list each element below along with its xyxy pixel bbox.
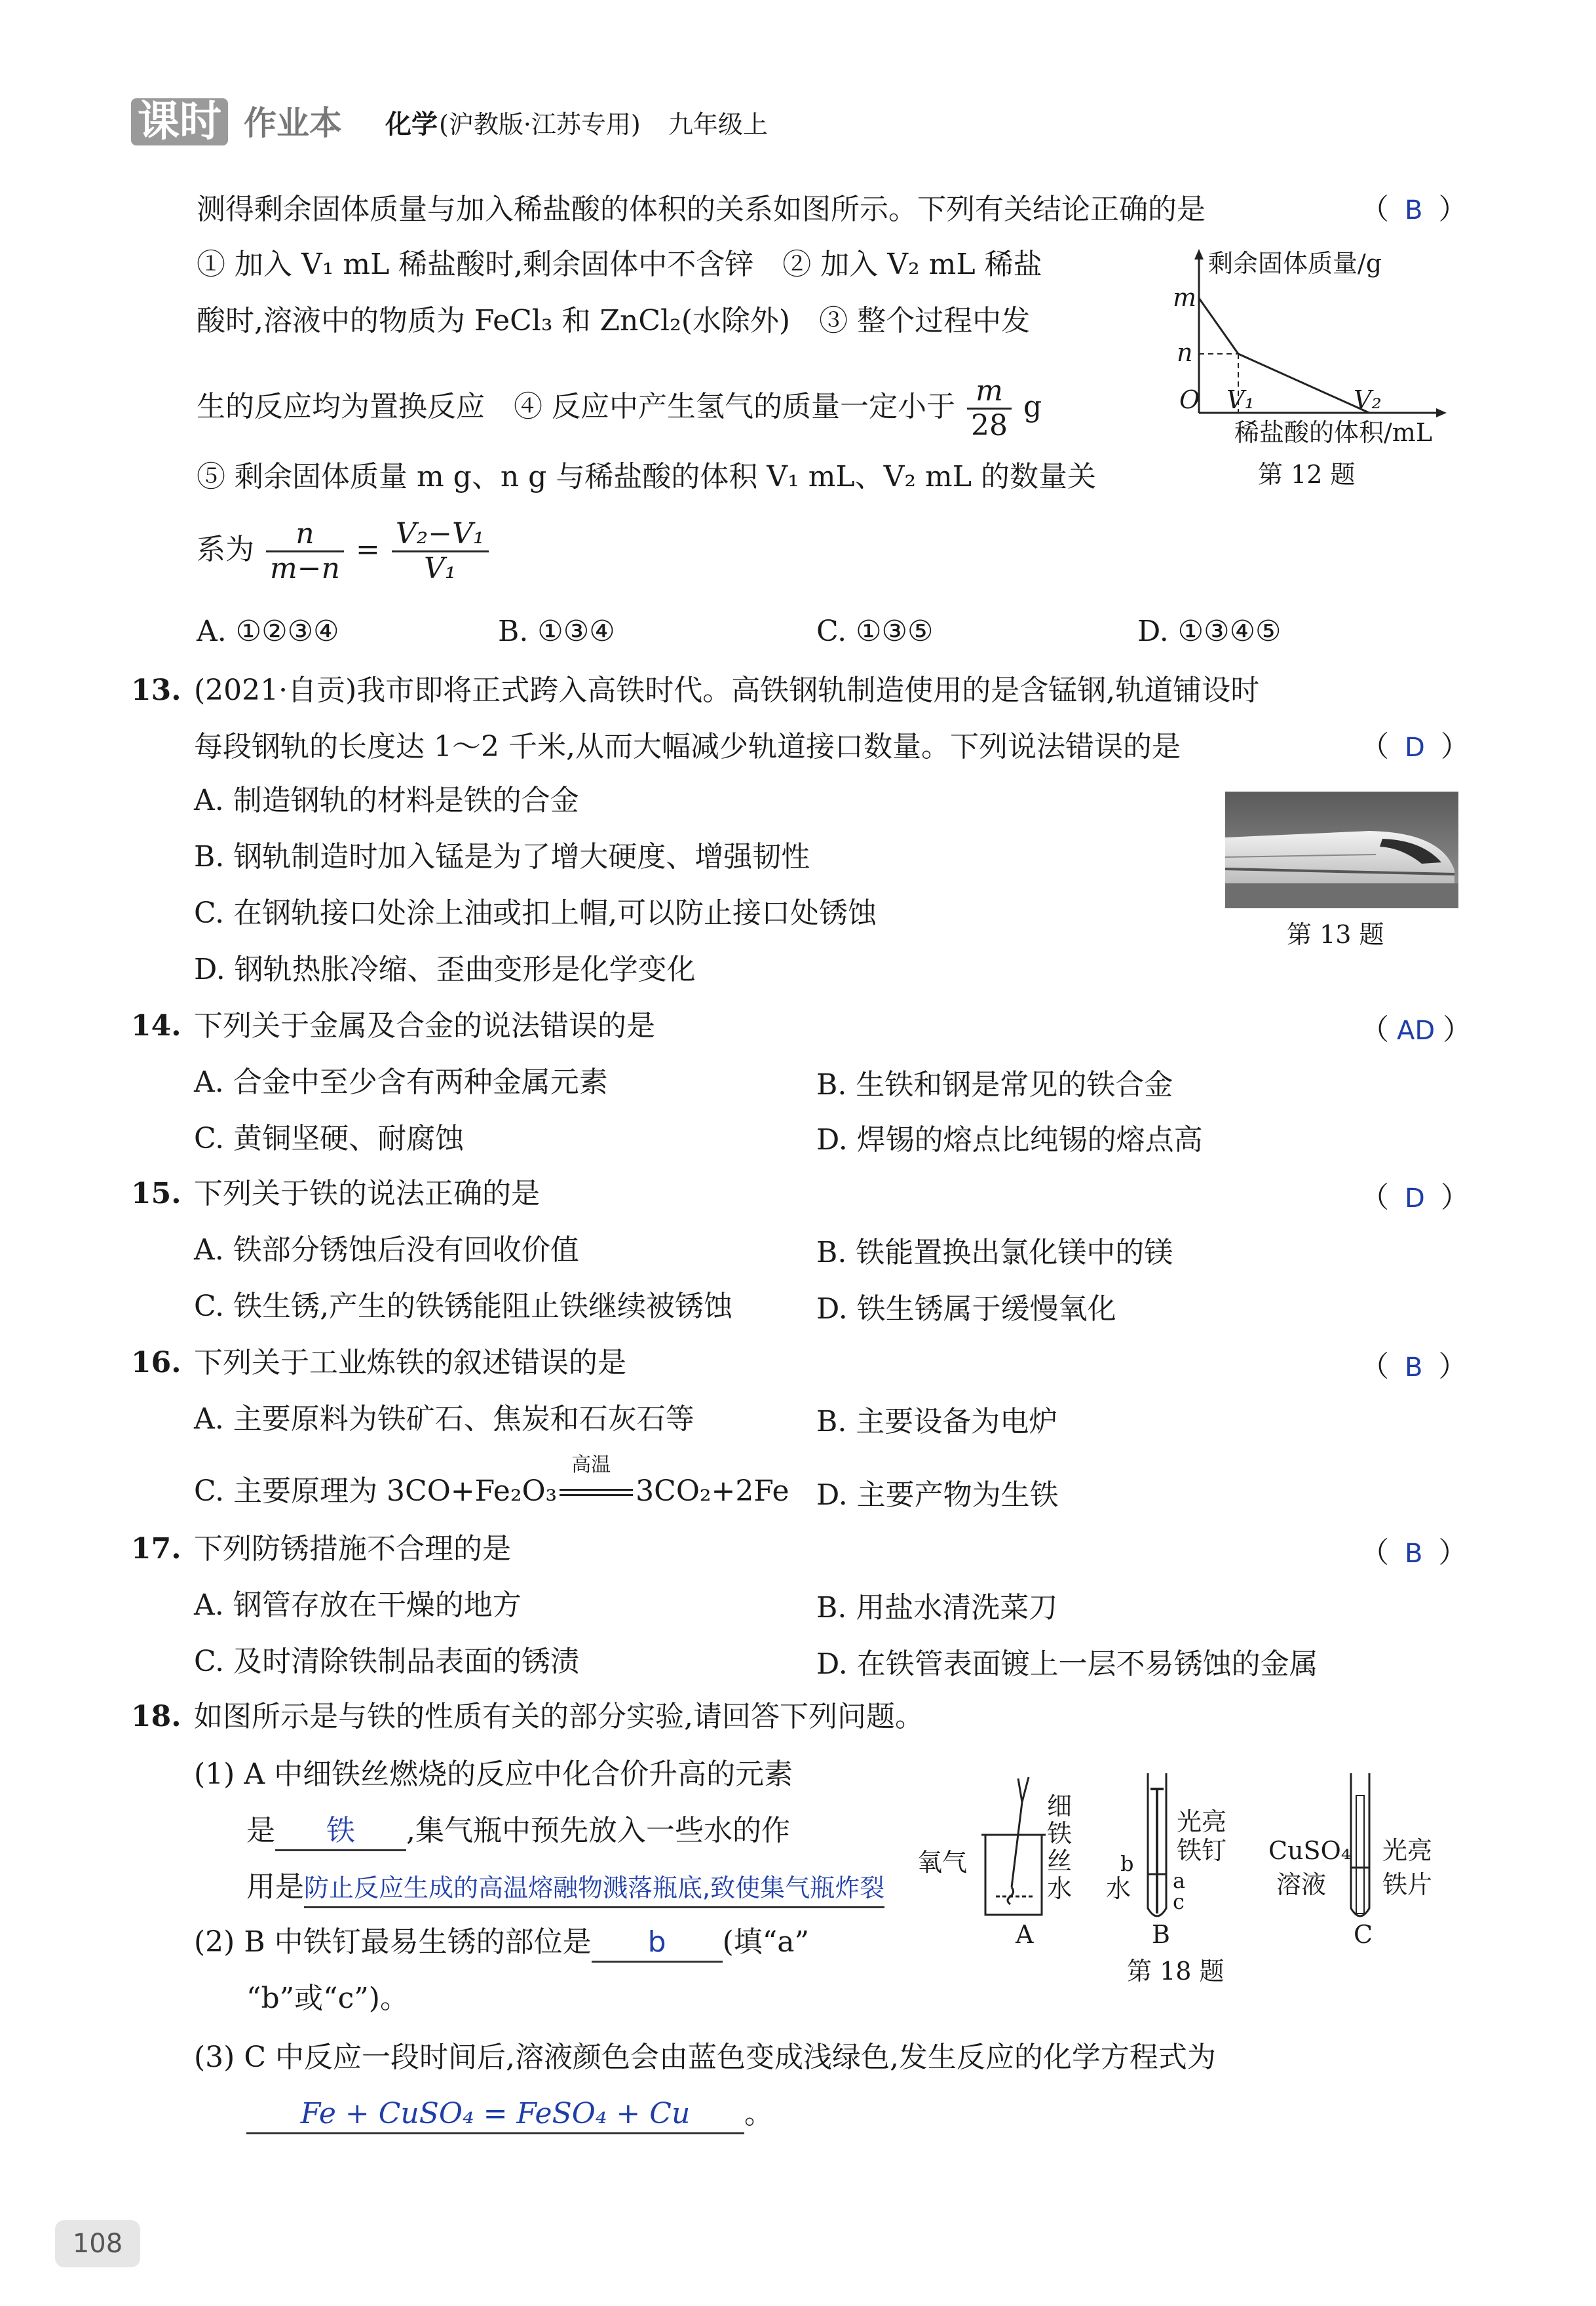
q13-number: 13.	[131, 674, 181, 707]
q16-option-c-post: 3CO₂+2Fe	[636, 1474, 789, 1508]
q18-answer-rust-spot: b	[592, 1924, 723, 1963]
q15-stem: 下列关于铁的说法正确的是	[194, 1177, 540, 1210]
q12-option-b: B. ①③④	[498, 615, 615, 648]
q16-reaction-arrow	[557, 1453, 636, 1510]
q18-c-solution: 溶液	[1276, 1870, 1327, 1899]
q17-option-c: C. 及时清除铁制品表面的锈渍	[194, 1645, 580, 1678]
subject: 化学	[385, 109, 438, 140]
q14-stem: 下列关于金属及合金的说法错误的是	[194, 1009, 655, 1043]
q12-answer-paren: （ B ）	[1360, 193, 1468, 226]
q18-answer-element: 铁	[275, 1813, 406, 1851]
q17-option-a: A. 钢管存放在干燥的地方	[194, 1588, 522, 1622]
q18-part3-line2: Fe + CuSO₄ = FeSO₄ + Cu 。	[246, 2096, 773, 2134]
q17-option-d: D. 在铁管表面镀上一层不易锈蚀的金属	[816, 1647, 1318, 1681]
q18-b-shiny: 光亮	[1177, 1807, 1227, 1836]
q18-a-wire2: 铁	[1047, 1819, 1073, 1848]
q13-answer-paren: （ D ）	[1360, 730, 1470, 763]
q12-label-origin: O	[1179, 385, 1200, 414]
q18-a-water: 水	[1047, 1874, 1073, 1903]
q12-line1: ① 加入 V₁ mL 稀盐酸时,剩余固体中不含锌 ② 加入 V₂ mL 稀盐	[197, 248, 1042, 281]
q18-tube-c	[1351, 1773, 1369, 1916]
q14-answer: AD	[1397, 1016, 1435, 1046]
q16-answer-paren: （ B ）	[1360, 1350, 1468, 1383]
q18-answer-equation: Fe + CuSO₄ = FeSO₄ + Cu	[246, 2096, 744, 2134]
q16-option-a: A. 主要原料为铁矿石、焦炭和石灰石等	[194, 1402, 694, 1436]
page-number: 108	[72, 2229, 123, 2259]
q14-option-c: C. 黄铜坚硬、耐腐蚀	[194, 1122, 465, 1155]
q12-ylabel: 剩余固体质量/g	[1208, 249, 1382, 278]
q17-number: 17.	[131, 1532, 181, 1566]
q12-fraction-m28	[967, 375, 1012, 442]
q18-c-cuso4: CuSO₄	[1268, 1836, 1351, 1865]
q12-line3-unit: g	[1023, 390, 1042, 423]
q12-answer: B	[1405, 195, 1423, 225]
q14-answer-paren: （ AD ）	[1360, 1013, 1472, 1047]
q13-train-photo	[1225, 792, 1458, 908]
q18-a-oxygen: 氧气	[917, 1848, 968, 1877]
q18-answer-water-purpose: 防止反应生成的高温熔融物溅落瓶底,致使集气瓶炸裂	[304, 1870, 884, 1908]
q15-answer-paren: （ D ）	[1360, 1181, 1470, 1214]
q18-a-wire3: 丝	[1047, 1847, 1073, 1875]
q12-frac-num: m	[967, 375, 1012, 410]
edition: (沪教版·江苏专用)	[439, 110, 641, 139]
q15-option-b: B. 铁能置换出氯化镁中的镁	[816, 1236, 1173, 1269]
q18-a-wire1: 细	[1047, 1792, 1073, 1820]
q18-b-mark-c: c	[1173, 1889, 1185, 1914]
q14-option-d: D. 焊锡的熔点比纯锡的熔点高	[816, 1123, 1203, 1157]
q13-line2: 每段钢轨的长度达 1～2 千米,从而大幅减少轨道接口数量。下列说法错误的是	[194, 730, 1181, 763]
q18-c-shiny: 光亮	[1382, 1836, 1433, 1865]
q15-option-a: A. 铁部分锈蚀后没有回收价值	[194, 1233, 579, 1267]
q17-stem: 下列防锈措施不合理的是	[194, 1532, 511, 1566]
q18-part1-line2: 是 铁 ,集气瓶中预先放入一些水的作	[246, 1813, 790, 1851]
q16-option-b: B. 主要设备为电炉	[816, 1405, 1058, 1438]
q12-line5: 系为 $\frac{n}{m-n}$ = $\frac{\text{V₂−V₁}}{\text{V₁}}$	[197, 518, 491, 585]
q18-part2-line2: “b”或“c”)。	[246, 1982, 409, 2015]
q13-line1: (2021·自贡)我市即将正式跨入高铁时代。高铁钢轨制造使用的是含锰钢,轨道铺设时	[194, 674, 1260, 707]
q15-option-d: D. 铁生锈属于缓慢氧化	[816, 1292, 1116, 1326]
q18-part3-line1: (3) C 中反应一段时间后,溶液颜色会由蓝色变成浅绿色,发生反应的化学方程式为	[194, 2041, 1216, 2074]
q18-jar-a	[981, 1777, 1046, 1915]
q12-intro: 测得剩余固体质量与加入稀盐酸的体积的关系如图所示。下列有关结论正确的是	[197, 193, 1206, 226]
q13-option-c: C. 在钢轨接口处涂上油或扣上帽,可以防止接口处锈蚀	[194, 896, 877, 930]
q18-number: 18.	[131, 1700, 181, 1733]
q12-xlabel: 稀盐酸的体积/mL	[1234, 418, 1433, 447]
header	[131, 97, 852, 149]
book-name: 作业本	[244, 104, 342, 142]
q16-option-c-pre: C. 主要原理为 3CO+Fe₂O₃	[194, 1474, 558, 1508]
q18-b-nail: 铁钉	[1177, 1836, 1227, 1865]
q12-option-c: C. ①③⑤	[816, 615, 934, 648]
q18-b-mark-a: a	[1173, 1868, 1186, 1893]
q12-option-d: D. ①③④⑤	[1137, 615, 1282, 648]
q12-label-m: m	[1173, 283, 1197, 312]
q15-answer: D	[1405, 1183, 1425, 1214]
q12-caption: 第 12 题	[1258, 460, 1356, 489]
q12-label-n: n	[1177, 338, 1193, 367]
q18-a-label: A	[1016, 1920, 1034, 1949]
q13-caption: 第 13 题	[1287, 920, 1384, 949]
q12-label-v2: V₂	[1354, 385, 1382, 414]
q18-b-label: B	[1152, 1920, 1170, 1949]
q13-option-a: A. 制造钢轨的材料是铁的合金	[194, 784, 579, 817]
q18-stem: 如图所示是与铁的性质有关的部分实验,请回答下列问题。	[194, 1700, 924, 1733]
q18-c-label: C	[1354, 1920, 1373, 1949]
q12-label-v1: V₁	[1226, 385, 1255, 414]
q12-fraction-left: $\frac{n}{m-n}$	[266, 518, 344, 585]
q16-number: 16.	[131, 1346, 181, 1379]
q16-condition: 高温	[571, 1453, 611, 1476]
q15-number: 15.	[131, 1177, 181, 1210]
q17-answer: B	[1405, 1539, 1423, 1569]
q14-option-b: B. 生铁和钢是常见的铁合金	[816, 1068, 1173, 1102]
q13-option-d: D. 钢轨热胀冷缩、歪曲变形是化学变化	[194, 953, 696, 986]
q13-option-b: B. 钢轨制造时加入锰是为了增大硬度、增强韧性	[194, 840, 810, 874]
q18-b-water: 水	[1106, 1874, 1131, 1903]
q18-c-piece: 铁片	[1382, 1870, 1433, 1899]
q18-caption: 第 18 题	[1127, 1957, 1225, 1986]
q18-part2-line1: (2) B 中铁钉最易生锈的部位是 b (填“a”	[194, 1924, 809, 1963]
q17-option-b: B. 用盐水清洗菜刀	[816, 1591, 1058, 1624]
q17-answer-paren: （ B ）	[1360, 1536, 1468, 1569]
q12-option-a: A. ①②③④	[197, 615, 339, 648]
grade: 九年级上	[668, 110, 769, 139]
q16-option-d: D. 主要产物为生铁	[816, 1478, 1059, 1512]
q18-part1-line3: 用是防止反应生成的高温熔融物溅落瓶底,致使集气瓶炸裂	[246, 1869, 884, 1908]
q18-tube-b	[1148, 1773, 1166, 1916]
q18-part1-line1: (1) A 中细铁丝燃烧的反应中化合价升高的元素	[194, 1758, 793, 1791]
q14-option-a: A. 合金中至少含有两种金属元素	[194, 1066, 608, 1099]
q15-option-c: C. 铁生锈,产生的铁锈能阻止铁继续被锈蚀	[194, 1290, 733, 1323]
q12-line5-text: 系为	[197, 533, 254, 566]
q12-line4: ⑤ 剩余固体质量 m g、n g 与稀盐酸的体积 V₁ mL、V₂ mL 的数量关	[197, 460, 1096, 493]
q18-b-mark-b: b	[1120, 1851, 1134, 1876]
q13-answer: D	[1405, 733, 1425, 763]
q16-answer: B	[1405, 1353, 1423, 1383]
q12-mass-line	[1199, 298, 1369, 413]
q12-line2: 酸时,溶液中的物质为 FeCl₃ 和 ZnCl₂(水除外) ③ 整个过程中发	[197, 304, 1031, 337]
q16-stem: 下列关于工业炼铁的叙述错误的是	[194, 1346, 626, 1379]
brand-logo: 课时	[131, 98, 228, 145]
q12-line3	[197, 375, 1042, 442]
q14-number: 14.	[131, 1009, 181, 1043]
q16-option-c	[194, 1453, 789, 1510]
q12-fraction-right: $\frac{\text{V₂−V₁}}{\text{V₁}}$	[392, 518, 489, 585]
q12-line3-text: 生的反应均为置换反应 ④ 反应中产生氢气的质量一定小于	[197, 390, 955, 423]
q12-frac-den: 28	[970, 409, 1008, 442]
